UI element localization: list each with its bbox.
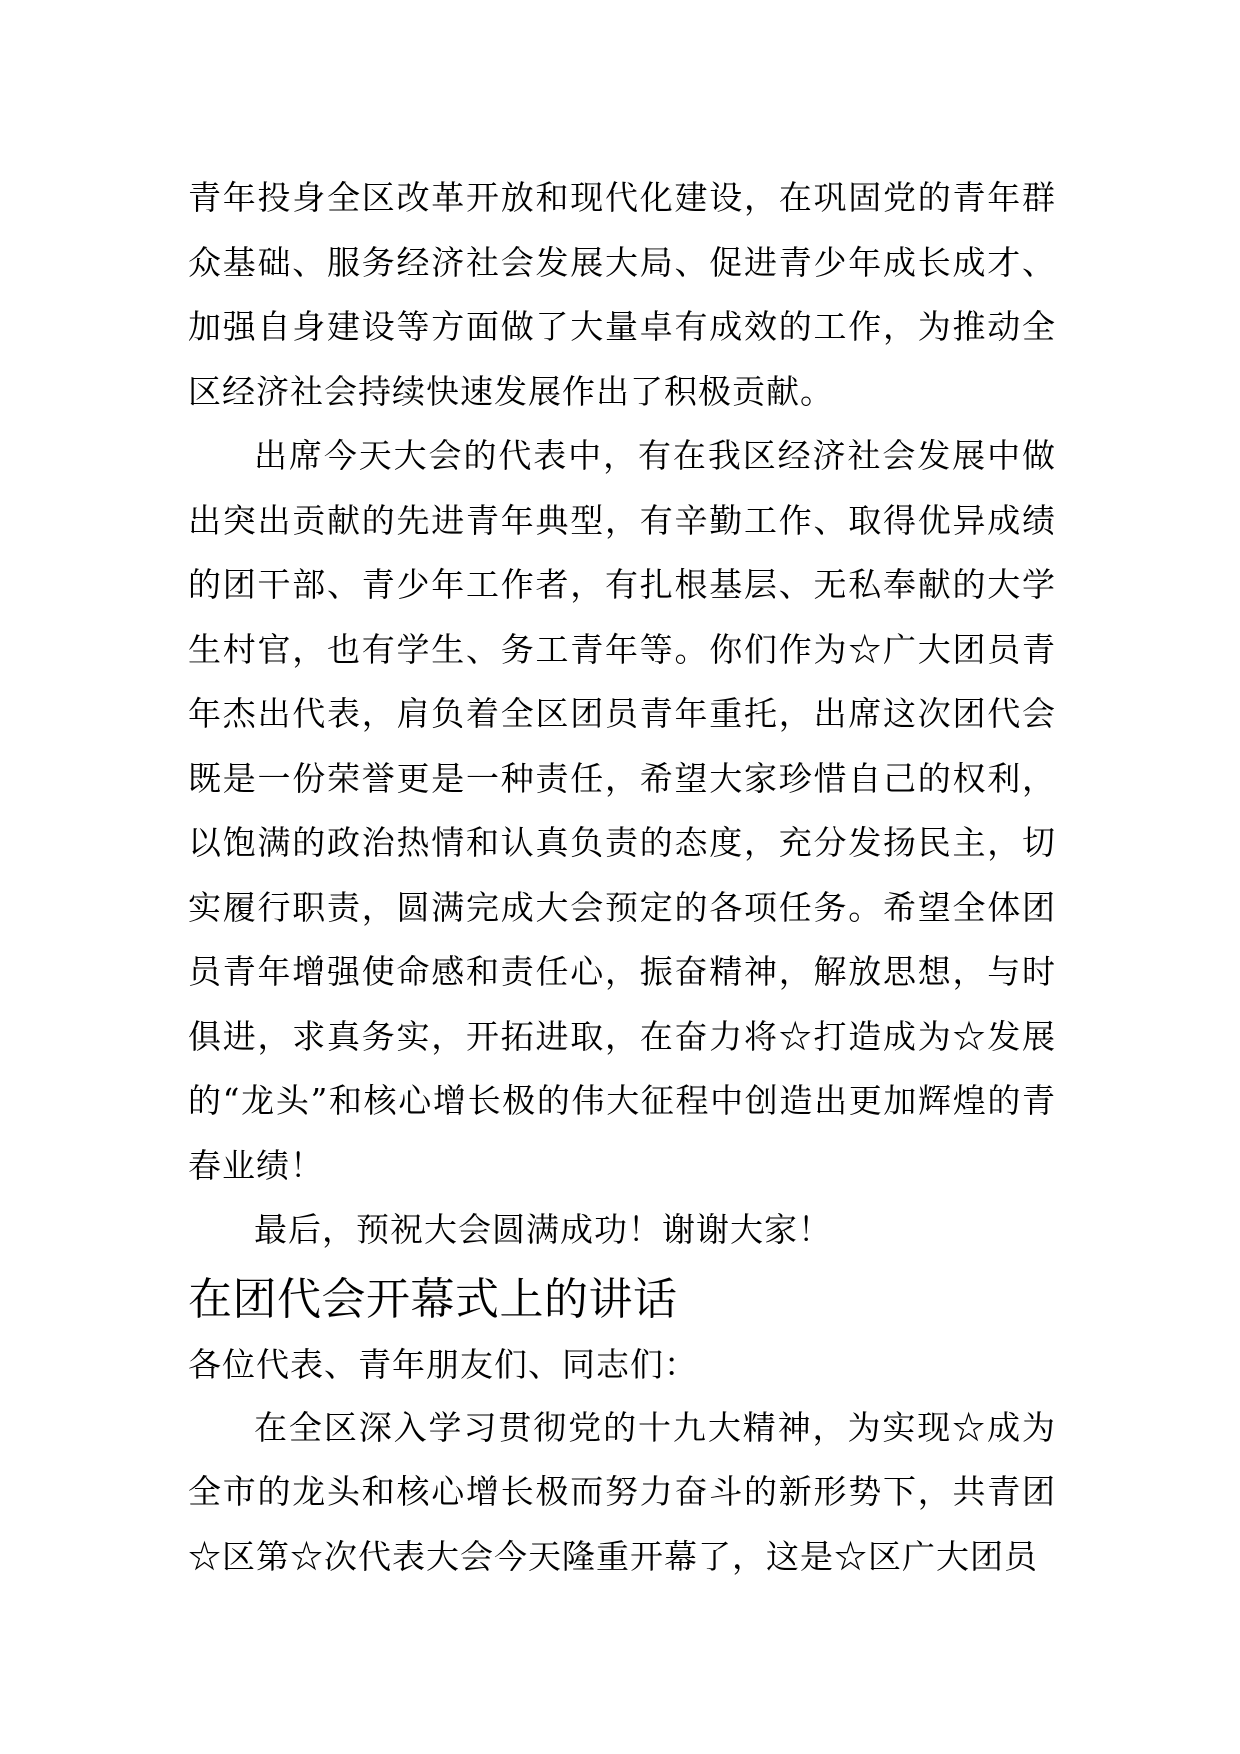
salutation: 各位代表、青年朋友们、同志们： bbox=[188, 1344, 698, 1384]
paragraph-closing: 最后，预祝大会圆满成功！谢谢大家！ bbox=[254, 1210, 832, 1249]
document-page bbox=[188, 166, 1056, 1589]
paragraph-opening: 在全区深入学习贯彻党的十九大精神，为实现☆成为全市的龙头和核心增长极而努力奋斗的新形势下，共青团☆区第☆次代表大会今天隆重开幕了，这是☆区广大团员 bbox=[188, 1407, 1056, 1576]
paragraph-delegates: 出席今天大会的代表中，有在我区经济社会发展中做出突出贡献的先进青年典型，有辛勤工作、取得优异成绩的团干部、青少年工作者，有扎根基层、无私奉献的大学生村官，也有学生、务工青年等。你们作为☆广大团员青年杰出代表，肩负着全区团员青年重托，出席这次团代会既是一份荣誉更是一种责任，希望大家珍惜自己的权利，以饱满的政治热情和认真负责的态度，充分发扬民主，切实履行职责，圆满完成大会预定的各项任务。希望全体团员青年增强使命感和责任心，振奋精神，解放思想，与时俱进，求真务实，开拓进取，在奋力将☆打造成为☆发展的“龙头”和核心增长极的伟大征程中创造出更加辉煌的青春业绩！ bbox=[188, 436, 1056, 1185]
speech-title: 在团代会开幕式上的讲话 bbox=[188, 1273, 678, 1325]
paragraph-continuation: 青年投身全区改革开放和现代化建设，在巩固党的青年群众基础、服务经济社会发展大局、促进青少年成长成才、加强自身建设等方面做了大量卓有成效的工作，为推动全区经济社会持续快速发展作出了积极贡献。 bbox=[188, 178, 1056, 411]
